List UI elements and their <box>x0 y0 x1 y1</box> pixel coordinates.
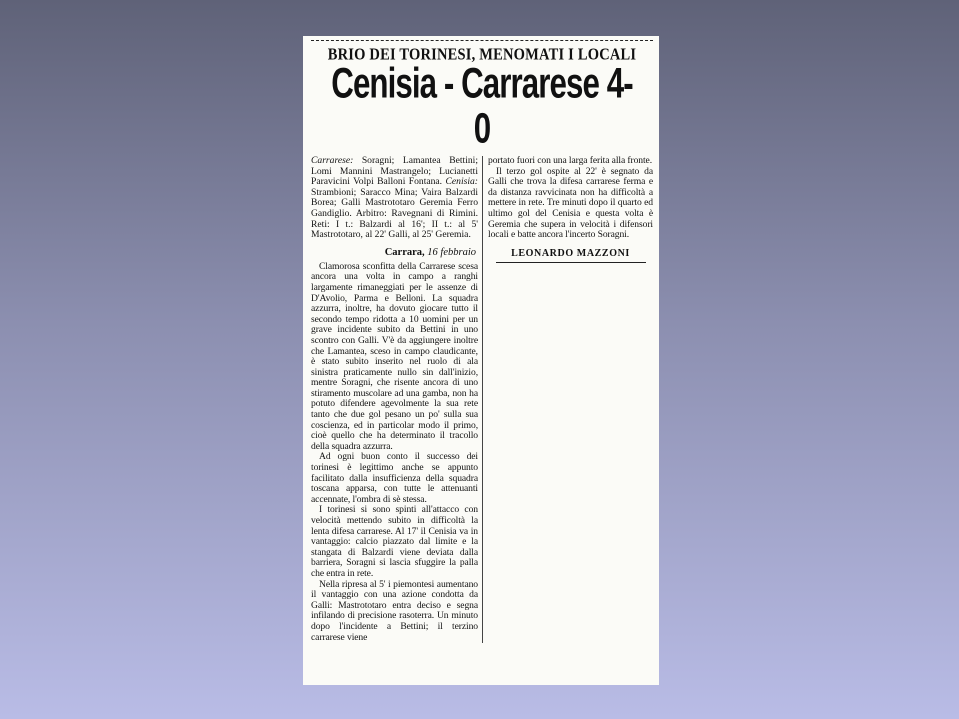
signature-rule <box>496 262 646 263</box>
article-paragraph: Ad ogni buon conto il successo dei torinesi è legittimo anche se appunto facilitato dalla insufficienza della squadra toscana apparsa, con tutte le attenuanti accennate, l'ombra di sè stessa. <box>311 451 478 505</box>
article-columns <box>311 156 653 643</box>
dateline-date: 16 febbraio <box>427 246 476 258</box>
team2-name: Cenisia: <box>445 176 478 188</box>
article-paragraph: Clamorosa sconfitta della Carrarese scesa ancora una volta in campo a ranghi largamente rimaneggiati per le assenze di D'Avolio, Parma e Belloni. La squadra azzurra, inoltre, ha dovuto giocare tutto il secondo tempo ridotta a 10 uomini per un grave incidente subito da Bettini in uno scontro con Galli. V'è da aggiungere inoltre che Lamantea, sceso in campo claudicante, è stato subito inserito nel ruolo di ala sinistra praticamente nullo sin dall'inizio, mentre Soragni, che risente ancora di uno stiramento muscolare ad una gamba, non ha potuto difendere agevolmente la sua rete tanto che due gol pesano un po' sulla sua coscienza, ed in particolar modo il primo, cioè quello che ha determinato il tracollo della squadra azzurra. <box>311 260 478 452</box>
article-paragraph: portato fuori con una larga ferita alla fronte. <box>488 155 653 166</box>
lineup-block <box>311 156 478 241</box>
article-headline: Cenisia - Carrarese 4-0 <box>331 59 633 153</box>
author-signature: LEONARDO MAZZONI <box>511 247 630 259</box>
dateline-city: Carrara, <box>384 246 425 258</box>
goals-label: Reti: <box>311 218 330 230</box>
article-paragraph: I torinesi si sono spinti all'attacco con velocità mettendo subito in difficoltà la lenta difesa carrarese. Al 17' il Cenisia va in vantaggio: calcio piazzato dal limite e la stangata di Balzardi viene deviata dalla barriera, Soragni si lascia sfuggire la palla che entra in rete. <box>311 504 478 579</box>
article-kicker: BRIO DEI TORINESI, MENOMATI I LOCALI <box>327 45 637 65</box>
team1-players: Soragni; Lamantea Bettini; Lomi Mannini Mastrangelo; Lucianetti Paravicini Volpi Balloni Fontana. <box>311 155 478 188</box>
article-paragraph: Il terzo gol ospite al 22' è segnato da Galli che trova la difesa carrarese ferma e da distanza ravvicinata non ha difficoltà a mettere in rete. Tre minuti dopo il quarto ed ultimo gol del Cenisia e questa volta è Geremia che supera in velocità i difensori locali e batte ancora l'incerto Soragni. <box>488 165 653 241</box>
top-rule <box>311 40 653 43</box>
referee-label: Arbitro: <box>355 207 387 219</box>
left-column <box>311 156 483 643</box>
newspaper-clipping <box>303 36 659 685</box>
team1-name: Carrarese: <box>311 155 354 166</box>
article-paragraph: Nella ripresa al 5' i piemontesi aumentano il vantaggio con una azione condotta da Galli: Mastrototaro entra deciso e segna infilando di precisione rasoterra. Un minuto dopo l'incidente a Bettini; il terzino carrarese viene <box>311 578 478 643</box>
dateline <box>311 247 476 258</box>
referee: Ravegnani di Rimini. <box>391 207 479 219</box>
team2-players: Strambioni; Saracco Mina; Vaira Balzardi Borea; Galli Mastrototaro Geremia Ferro Gandiglio. <box>311 186 478 219</box>
right-column <box>483 156 653 263</box>
goals: I t.: Balzardi al 16'; II t.: al 5' Mastrototaro, al 22' Galli, al 25' Geremia. <box>311 218 478 241</box>
